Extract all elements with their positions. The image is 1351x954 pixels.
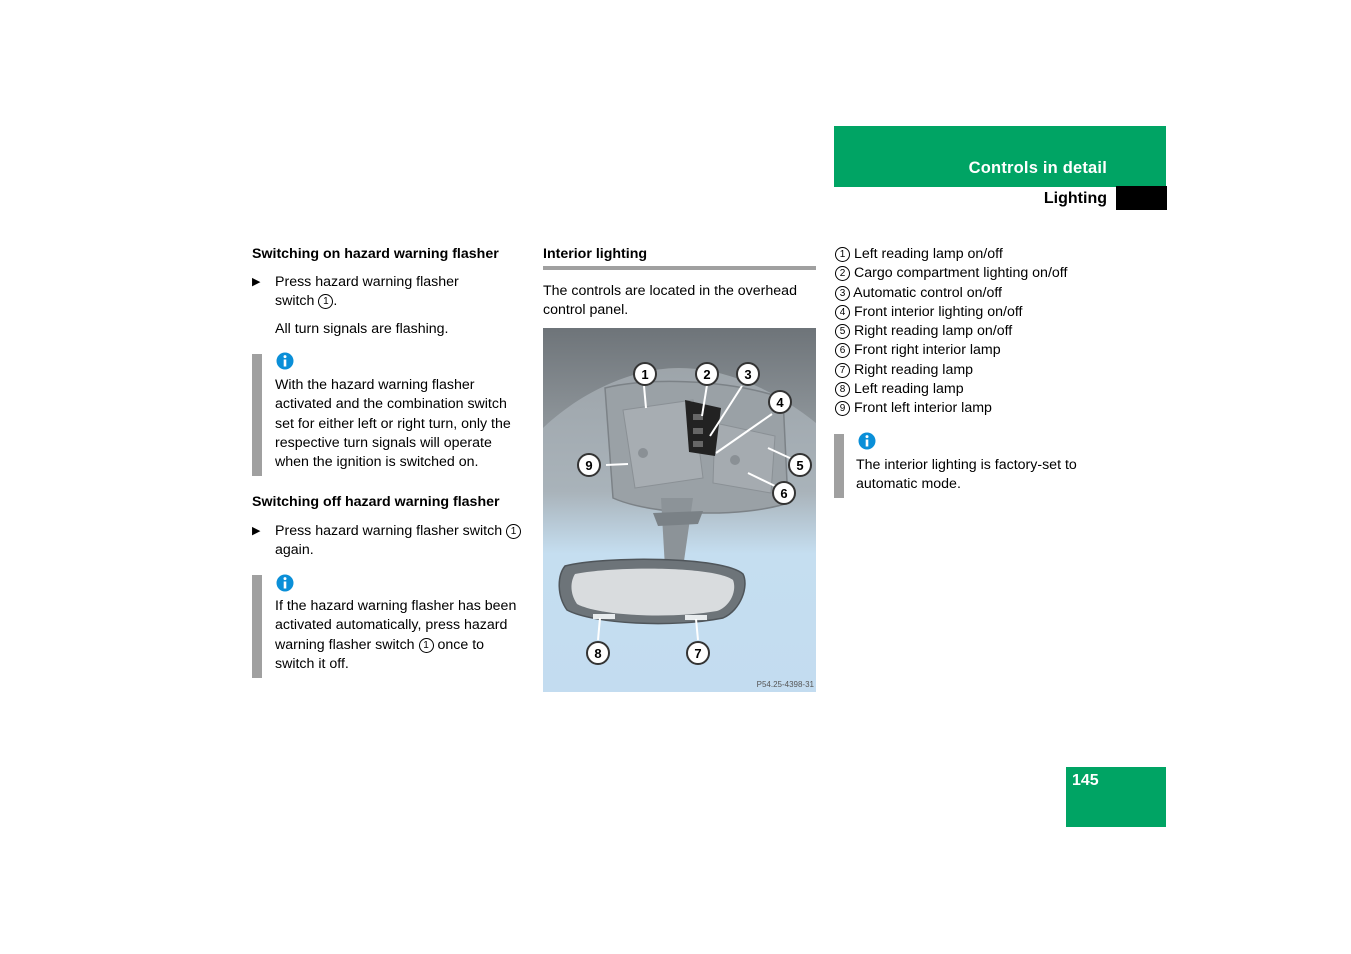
callout-7 bbox=[687, 642, 709, 664]
callout-label: 7 bbox=[694, 646, 702, 661]
callout-3 bbox=[737, 363, 759, 385]
legend-text: Automatic control on/off bbox=[853, 284, 1002, 301]
legend-item bbox=[835, 361, 1067, 380]
callout-label: 1 bbox=[641, 367, 649, 382]
subsection-marker bbox=[1116, 186, 1167, 210]
callout-4 bbox=[769, 391, 791, 413]
legend-list bbox=[835, 245, 1067, 419]
step-line: Press hazard warning flasher bbox=[275, 274, 459, 290]
legend-item bbox=[835, 245, 1067, 264]
ref-number-badge: 9 bbox=[835, 401, 850, 416]
legend-text: Front interior lighting on/off bbox=[853, 303, 1023, 320]
intro-line: The controls are located in the overhead bbox=[543, 283, 797, 299]
hazard-on-step: ▶ Press hazard warning flasher switch 1 . bbox=[252, 274, 459, 310]
hazard-off-heading: Switching off hazard warning flasher bbox=[252, 494, 500, 510]
callout-2 bbox=[696, 363, 718, 385]
ref-number-badge: 1 bbox=[835, 247, 850, 262]
section-title: Controls in detail bbox=[968, 159, 1107, 177]
info-box-bar bbox=[252, 354, 262, 476]
info-line: If the hazard warning flasher has been bbox=[275, 598, 517, 614]
page-number: 145 bbox=[1072, 772, 1099, 789]
info-line: activated and the combination switch bbox=[275, 396, 507, 413]
heading-rule bbox=[543, 266, 816, 270]
callout-6 bbox=[773, 482, 795, 504]
callout-label: 9 bbox=[585, 458, 593, 473]
info-line: respective turn signals will operate bbox=[275, 434, 492, 451]
info-line: automatic mode. bbox=[856, 476, 961, 493]
legend-item bbox=[835, 303, 1067, 322]
callout-label: 5 bbox=[796, 458, 804, 473]
legend-text: Front right interior lamp bbox=[853, 342, 1001, 359]
legend-item bbox=[835, 380, 1067, 399]
info-line: With the hazard warning flasher bbox=[275, 377, 475, 393]
callout-label: 6 bbox=[780, 486, 788, 501]
info-line: set for either left or right turn, only the bbox=[275, 415, 511, 432]
callout-label: 3 bbox=[744, 367, 752, 382]
bullet-arrow-icon: ▶ bbox=[252, 276, 261, 288]
callout-label: 8 bbox=[594, 646, 602, 661]
legend-item bbox=[835, 341, 1067, 360]
info-text-1 bbox=[275, 376, 511, 472]
info-line: activated automatically, press hazard bbox=[275, 617, 508, 634]
ref-number-badge: 5 bbox=[835, 324, 850, 339]
info-icon bbox=[276, 352, 294, 370]
callout-label: 4 bbox=[776, 395, 784, 410]
info-box-bar bbox=[834, 434, 844, 498]
hazard-on-result: All turn signals are flashing. bbox=[275, 321, 449, 337]
subsection-title: Lighting bbox=[1043, 190, 1107, 207]
legend-item bbox=[835, 322, 1067, 341]
ref-number-badge: 6 bbox=[835, 343, 850, 358]
hazard-off-step bbox=[252, 522, 521, 561]
step-line: switch bbox=[275, 293, 315, 310]
callout-5 bbox=[789, 454, 811, 476]
ref-number-badge: 8 bbox=[835, 382, 850, 397]
legend-text: Front left interior lamp bbox=[853, 400, 992, 417]
info-icon bbox=[276, 574, 294, 592]
ref-number-badge: 2 bbox=[835, 266, 850, 281]
intro-line: control panel. bbox=[543, 302, 629, 319]
ref-number-badge: 3 bbox=[835, 286, 850, 301]
legend-item bbox=[835, 284, 1067, 303]
info-line: when the ignition is switched on. bbox=[275, 454, 479, 471]
legend-text: Left reading lamp on/off bbox=[853, 246, 1003, 262]
info-text-2 bbox=[275, 597, 516, 674]
ref-number-badge: 4 bbox=[835, 305, 850, 320]
info-line: once to bbox=[437, 636, 485, 653]
ref-number-badge: 1 bbox=[506, 524, 521, 539]
callout-9 bbox=[578, 454, 600, 476]
overhead-panel-illustration bbox=[543, 328, 816, 692]
hazard-on-heading: Switching on hazard warning flasher bbox=[252, 246, 499, 262]
legend-text: Cargo compartment lighting on/off bbox=[853, 265, 1068, 282]
ref-number-badge: 1 bbox=[419, 638, 434, 653]
figure-code: P54.25-4398-31 bbox=[756, 680, 814, 689]
info-line: The interior lighting is factory-set to bbox=[856, 457, 1077, 473]
callout-label: 2 bbox=[703, 367, 711, 382]
legend-item bbox=[835, 264, 1067, 283]
interior-lighting-heading: Interior lighting bbox=[543, 246, 648, 262]
legend-text: Right reading lamp bbox=[853, 361, 974, 378]
bullet-arrow-icon: ▶ bbox=[252, 525, 261, 537]
step-line: again. bbox=[275, 542, 314, 559]
info-icon bbox=[858, 432, 876, 450]
callout-8 bbox=[587, 642, 609, 664]
ref-number-badge: 1 bbox=[318, 294, 333, 309]
interior-intro bbox=[543, 282, 797, 321]
info-line: switch it off. bbox=[275, 655, 349, 672]
step-line: Press hazard warning flasher switch bbox=[275, 523, 503, 539]
legend-text: Right reading lamp on/off bbox=[853, 323, 1013, 340]
info-text-3 bbox=[856, 456, 1077, 495]
info-line: warning flasher switch bbox=[275, 636, 415, 653]
info-box-bar bbox=[252, 575, 262, 678]
ref-number-badge: 7 bbox=[835, 363, 850, 378]
legend-item bbox=[835, 399, 1067, 418]
legend-text: Left reading lamp bbox=[853, 381, 964, 398]
callout-1 bbox=[634, 363, 656, 385]
